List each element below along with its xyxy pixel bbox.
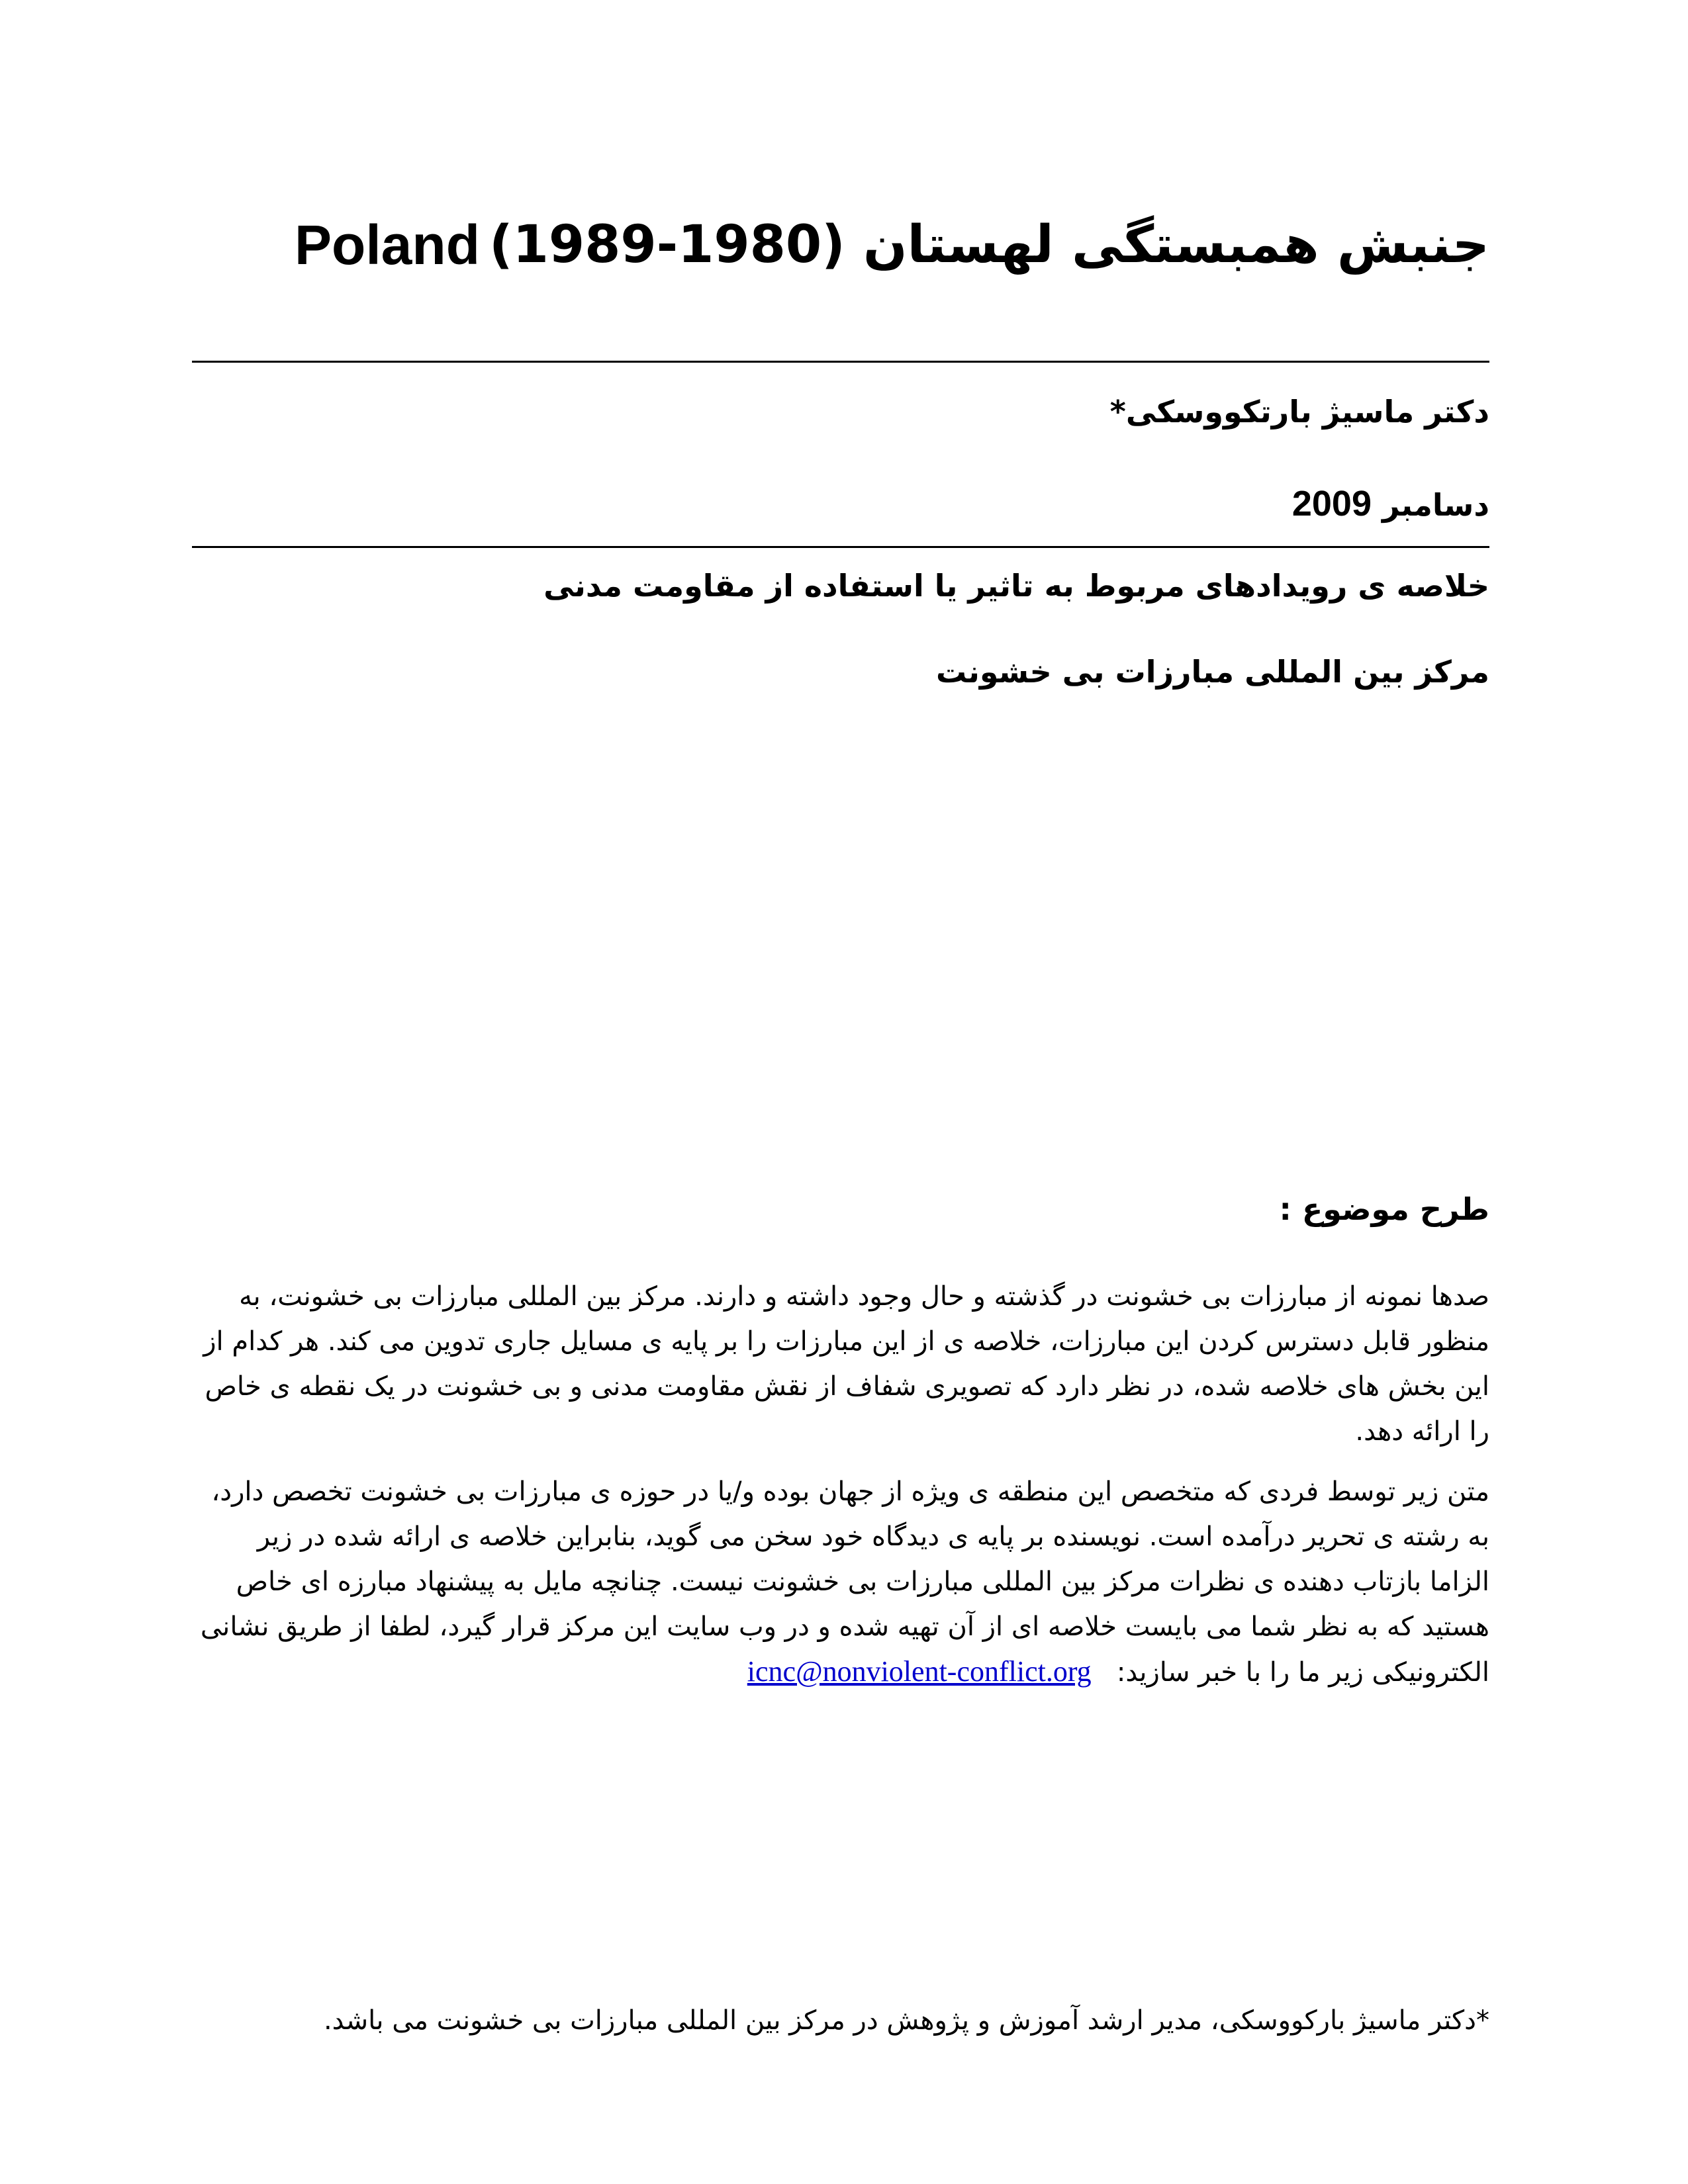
date-month: دسامبر <box>1382 487 1489 523</box>
title-row <box>192 199 1489 291</box>
intro-paragraph-2 <box>192 1469 1489 1695</box>
author-footnote: *دکتر ماسیژ بارکووسکی، مدیر ارشد آموزش و پژوهش در مرکز بین المللی مبارزات بی خشونت می باشد. <box>323 2005 1489 2036</box>
date-line <box>192 483 1489 524</box>
organization-name: مرکز بین المللی مبارزات بی خشونت <box>935 654 1489 690</box>
intro-paragraph-1: صدها نمونه از مبارزات بی خشونت در گذشته و حال وجود داشته و دارند. مرکز بین المللی مبارزات بی خشونت، به منظور قابل دسترس کردن این مبارزات، خلاصه ی از این مبارزات را بر پایه ی مسایل جاری تدوین می کند. هر کدام از این بخش های خلاصه شده، در نظر دارد که تصویری شفاف از نقش مقاومت مدنی و بی خشونت در یک نقطه ی خاص را ارائه دهد. <box>203 1281 1489 1447</box>
intro-paragraph-2-text: متن زیر توسط فردی که متخصص این منطقه ی ویژه از جهان بوده و/یا در حوزه ی مبارزات بی خشونت تخصص دارد، به رشته ی تحریر درآمده است. نویسنده بر پایه ی دیدگاه خود سخن می گوید، بنابراین خلاصه ی ارائه شده در زیر الزاما بازتاب دهنده ی نظرات مرکز بین المللی مبارزات بی خشونت نیست. چنانچه مایل به پیشنهاد مبارزه ای خاص هستید که به نظر شما می بایست خلاصه ای از آن تهیه شده و در وب سایت این مرکز قرار گیرد، لطفا از طریق نشانی الکترونیکی زیر ما را با خبر سازید: <box>200 1477 1489 1688</box>
summary-subtitle: خلاصه ی رویدادهای مربوط به تاثیر یا استفاده از مقاومت مدنی <box>543 568 1489 604</box>
contact-email-link[interactable]: icnc@nonviolent-conflict.org <box>747 1655 1092 1688</box>
bottom-divider <box>192 546 1489 548</box>
document-title-persian: جنبش همبستگی لهستان (1980-1989) <box>489 215 1489 275</box>
author-line: دکتر ماسیژ بارتکووسکی* <box>1109 394 1489 430</box>
date-year: 2009 <box>1291 484 1372 523</box>
document-title-english: Poland <box>295 214 481 276</box>
section-heading: طرح موضوع : <box>1279 1191 1489 1227</box>
top-divider <box>192 361 1489 363</box>
